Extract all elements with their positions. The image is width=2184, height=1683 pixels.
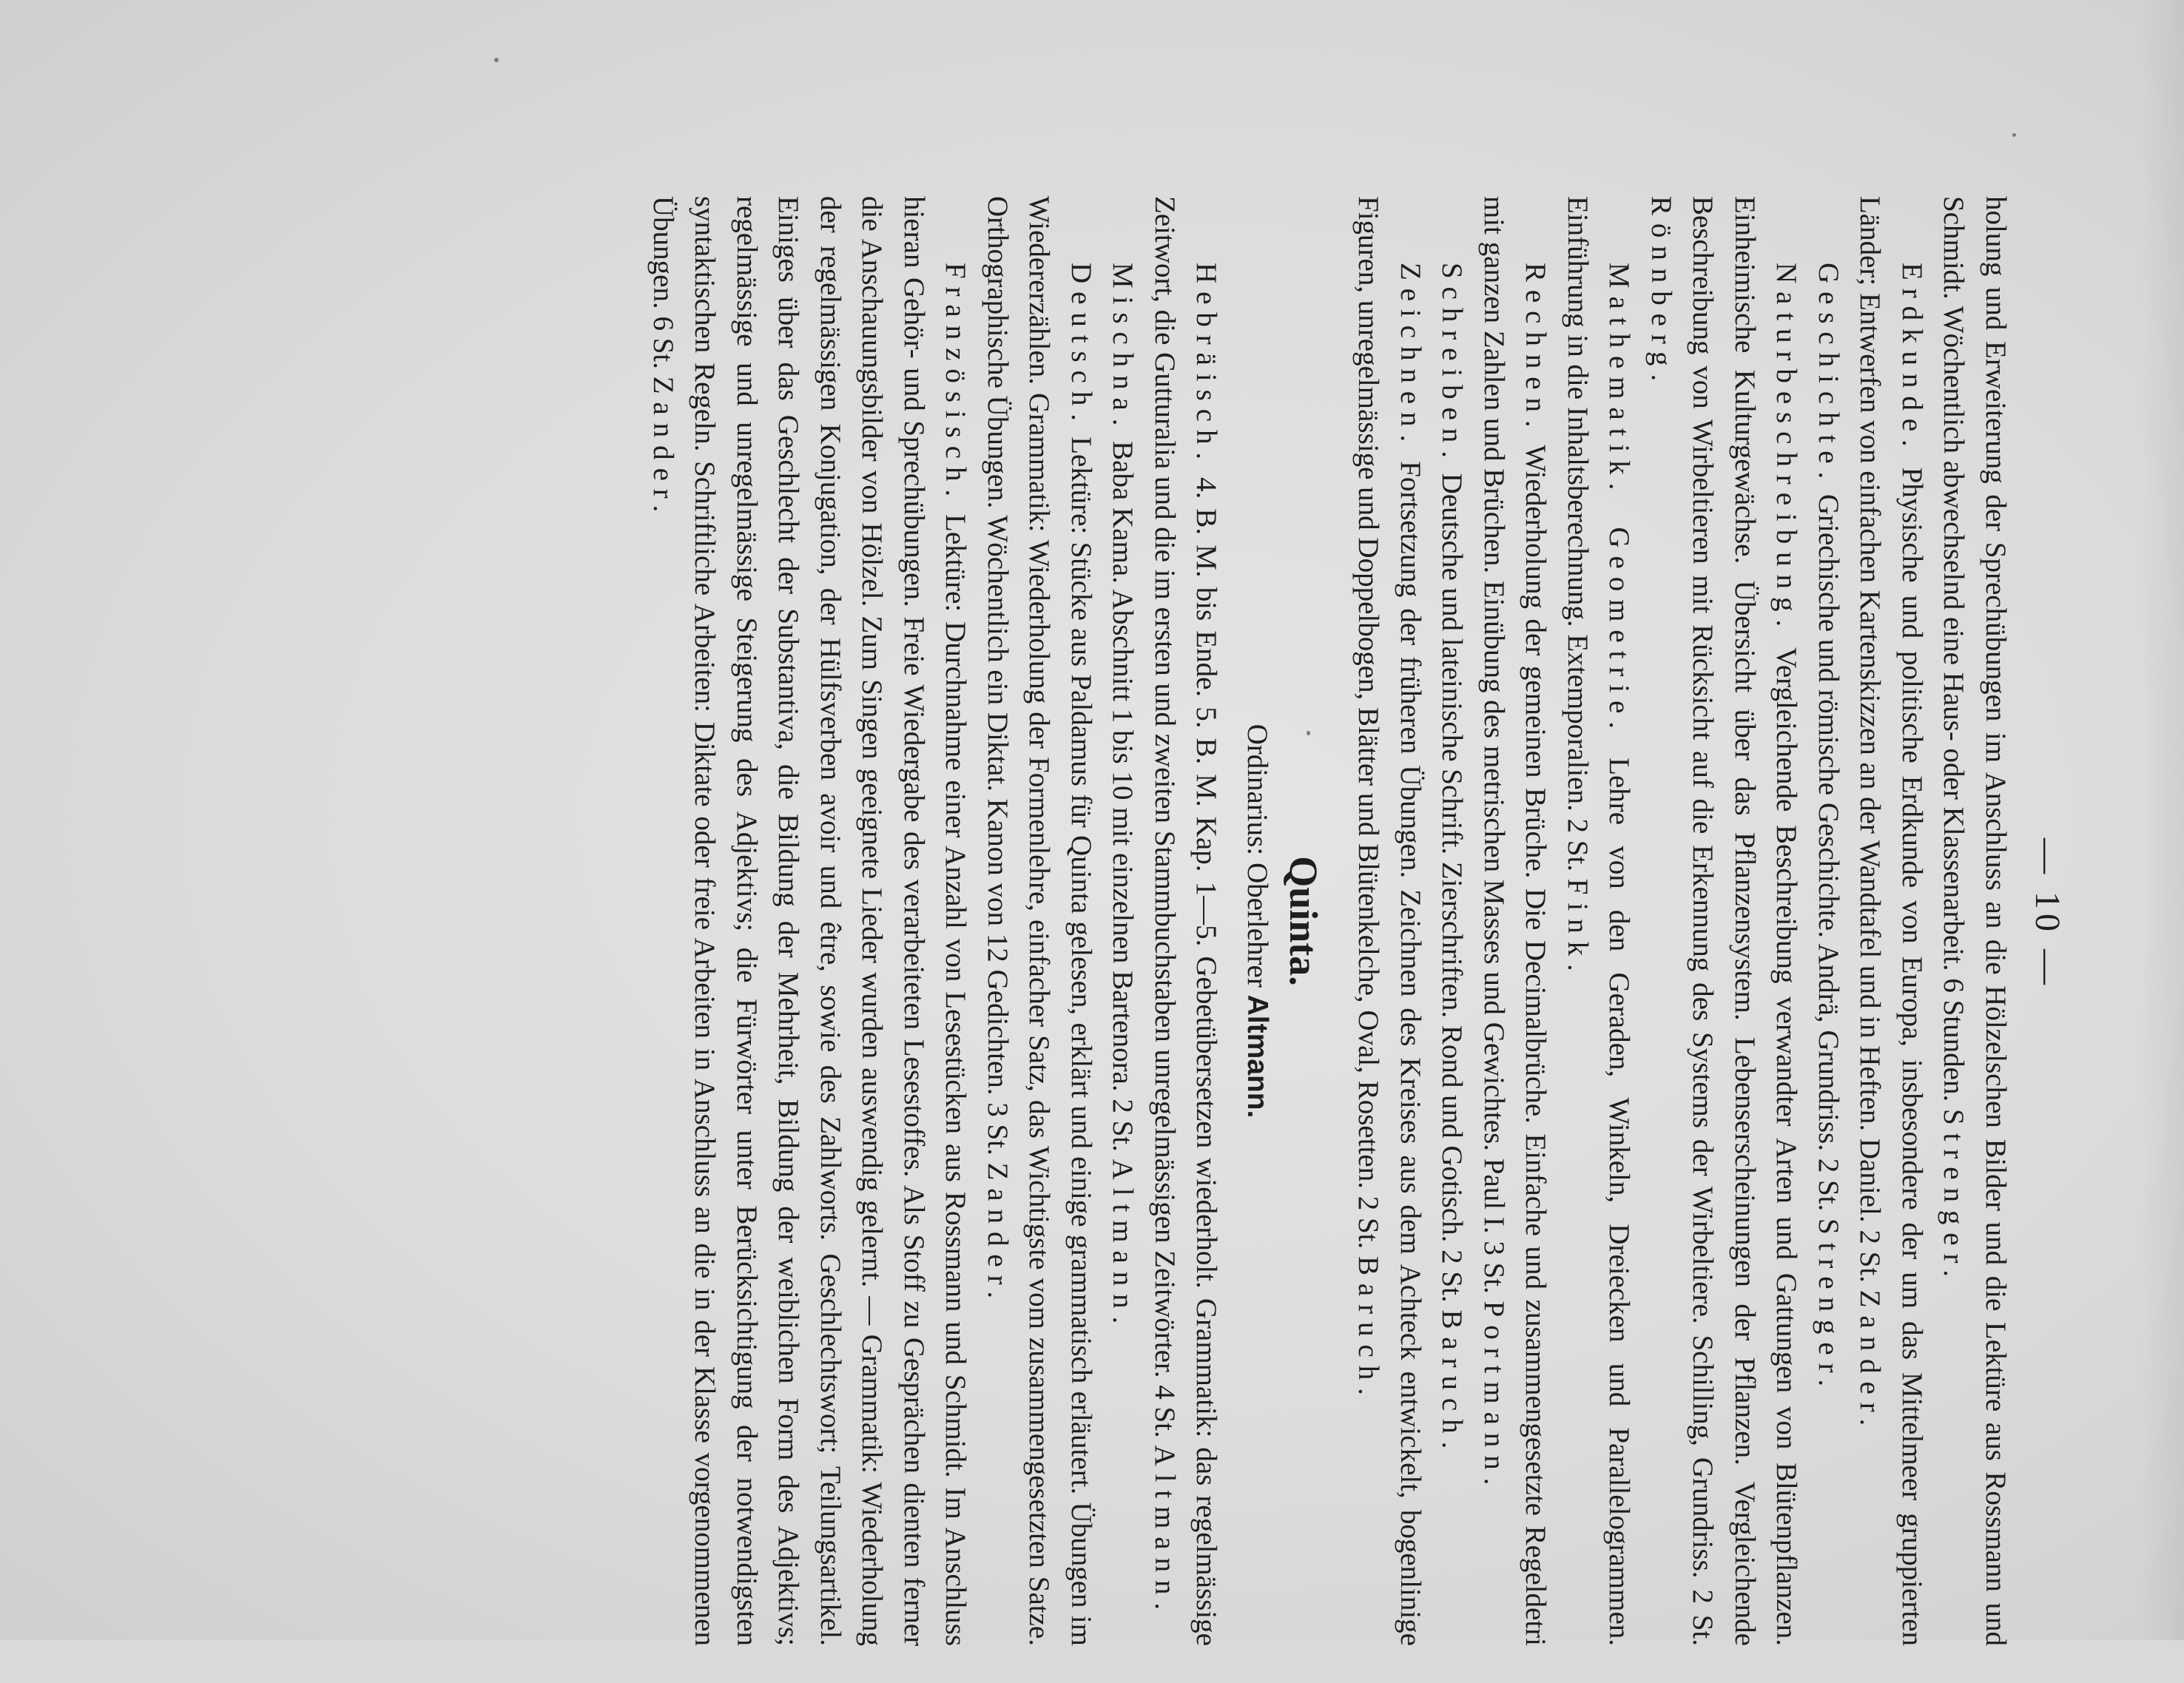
paragraph-text: Lektüre: Stücke aus Paldamus für Quinta gelesen, erklärt und einige grammatisch erläutert. Übungen im Wiedererzählen. Grammatik: Wiederholung der Formenlehre, einfacher Satz, das Wichtigste vom zusammengesetzten Satze. Orthographische Übungen. Wöchentlich ein Diktat. Kanon von 12 Gedichten. 3 St. [982,196,1097,1646]
teacher-name: Altmann. [1107,1158,1139,1332]
subject-paragraph-franzoesisch [642,196,977,1646]
teacher-name: Portmann. [1478,1301,1510,1494]
teacher-name: Baruch. [1436,1309,1469,1457]
subject-title: Hebräisch. [1190,263,1223,468]
subject-title: Rechnen. [1520,263,1552,436]
page-edge-shadow [2140,0,2184,1640]
subject-title: Geschichte. [1813,263,1844,488]
subject-paragraph-naturbeschreibung [1640,196,1807,1646]
paragraph-text: Fortsetzung der früheren Übungen. Zeichnen des Kreises aus dem Achteck entwickelt, bogenlinige Figuren, unregelmässige und Doppelbogen, Blätter und Blütenkelche, Oval, Rosetten. 2 St. [1352,196,1426,1646]
scan-speck [494,58,499,62]
teacher-name: Zander. [982,1162,1014,1307]
subject-title: Mischna. [1107,263,1139,434]
subject-paragraph-mathematik [1557,196,1640,1646]
paragraph-text: Griechische und römische Geschichte. Andrä, Grundriss. 2 St. [1813,487,1844,1218]
teacher-name: Fink. [1562,878,1594,979]
scan-speck [2012,133,2016,137]
teacher-name: Strenger. [1938,1108,1970,1285]
page-number: — 10 — [2028,838,2067,989]
ordinarius-line [1236,196,1278,1646]
subject-paragraph-deutsch [977,196,1102,1646]
subject-paragraph-geschichte [1807,196,1850,1646]
subject-paragraph-rechnen [1473,196,1557,1646]
ordinarius-label: Ordinarius: Oberlehrer [1241,724,1273,988]
paragraph-text: holung und Erweiterung der Sprechübungen im Anschluss an die Hölzelschen Bilder und die Lektüre aus Rossmann und Schmidt. Wöchentlich abwechselnd eine Haus- oder Klassenarbeit. 6 Stunden. [1938,196,2012,1646]
subject-paragraph-mischna [1102,196,1144,1646]
teacher-name: Strenger. [1813,1218,1844,1394]
teacher-name: Altmann. [1149,1445,1181,1619]
rotated-document-page [189,144,2068,1683]
teacher-name: Baruch. [1352,1255,1385,1403]
paragraph-text: Vergleichende Beschreibung verwandter Arten und Gattungen von Blütenpflanzen. Einheimische Kulturgewächse. Übersicht über das Pflanzensystem. Lebenserscheinungen der Pflanzen. Vergleichende Beschreibung von Wirbeltieren mit Rücksicht auf die Erkennung des Systems der Wirbeltiere. Schilling, Grundriss. 2 St. [1687,196,1803,1646]
subject-paragraph-hebraeisch [1144,196,1227,1646]
paragraph-text: Baba Kama. Abschnitt 1 bis 10 mit einzelnen Bartenora. 2 St. [1107,434,1139,1159]
teacher-name: Rönnberg. [1645,196,1677,390]
subject-paragraph-erdkunde [1849,196,1932,1646]
intro-paragraph [1932,196,2016,1646]
teacher-name: Zander. [1854,1289,1887,1434]
subject-title: Französisch. [940,263,972,505]
paragraph-text: Lehre von den Geraden, Winkeln, Dreiecken und Parallelogrammen. Einführung in die Inhaltsberechnung. Extemporalien. 2 St. [1562,196,1636,1647]
document-body [642,196,2017,1646]
paragraph-text: Lektüre: Durchnahme einer Anzahl von Lesestücken aus Rossmann und Schmidt. Im Anschluss hieran Gehör- und Sprechübungen. Freie Wiedergabe des verarbeiteten Lesestoffes. Als Stoff zu Gesprächen dienten ferner die Anschauungsbilder von Hölzel. Zum Singen geeignete Lieder wurden auswendig gelernt. — Grammatik: Wiederholung der regelmässigen Konjugation, der Hülfsverben avoir und être, sowie des Zahlworts. Geschlechtswort; Teilungsartikel. Einiges über das Geschlecht der Substantiva, die Bildung der Mehrheit, Bildung der weiblichen Form des Adjektivs; regelmässige und unregelmässige Steigerung des Adjektivs; die Fürwörter unter Berücksichtigung der notwendigsten syntaktischen Regeln. Schriftliche Arbeiten: Diktate oder freie Arbeiten in Anschluss an die in der Klasse vorgenommenen Übungen. 6 St. [647,196,972,1646]
subject-title: Schreiben. [1436,263,1469,466]
subject-title: Erdkunde. [1896,263,1928,455]
paragraph-text: Deutsche und lateinische Schrift. Zierschriften. Rond und Gotisch. 2 St. [1436,465,1469,1310]
subject-title: Deutsch. [1065,263,1097,429]
subject-title: Naturbeschreibung. [1770,263,1803,635]
subject-paragraph-schreiben [1431,196,1473,1646]
paragraph-text: Wiederholung der gemeinen Brüche. Die Decimalbrüche. Einfache und zusammengesetzte Regeldetri mit ganzen Zahlen und Brüchen. Einübung des metrischen Masses und Gewichtes. Paul I. 3 St. [1478,196,1552,1646]
subject-title: Zeichnen. [1395,263,1426,451]
paragraph-text: Physische und politische Erdkunde von Europa, insbesondere der um das Mittelmeer gruppierten Länder; Entwerfen von einfachen Kartenskizzen an der Wandtafel und in Heften. Daniel. 2 St. [1854,196,1928,1646]
teacher-name: Zander. [647,376,679,521]
subject-paragraph-zeichnen [1347,196,1431,1646]
subject-title: Mathematik. Geometrie. [1603,263,1636,737]
paragraph-text: 4. B. M. bis Ende. 5. B. M. Kap. 1—5. Gebetübersetzen wiederholt. Grammatik: das regelmässige Zeitwort, die Gutturalia und die im ersten und zweiten Stammbuchstaben unregelmässigen Zeitwörter. 4 St. [1149,196,1223,1646]
section-heading: Quinta. [1281,856,1326,986]
ordinarius-name: Altmann. [1241,994,1273,1119]
